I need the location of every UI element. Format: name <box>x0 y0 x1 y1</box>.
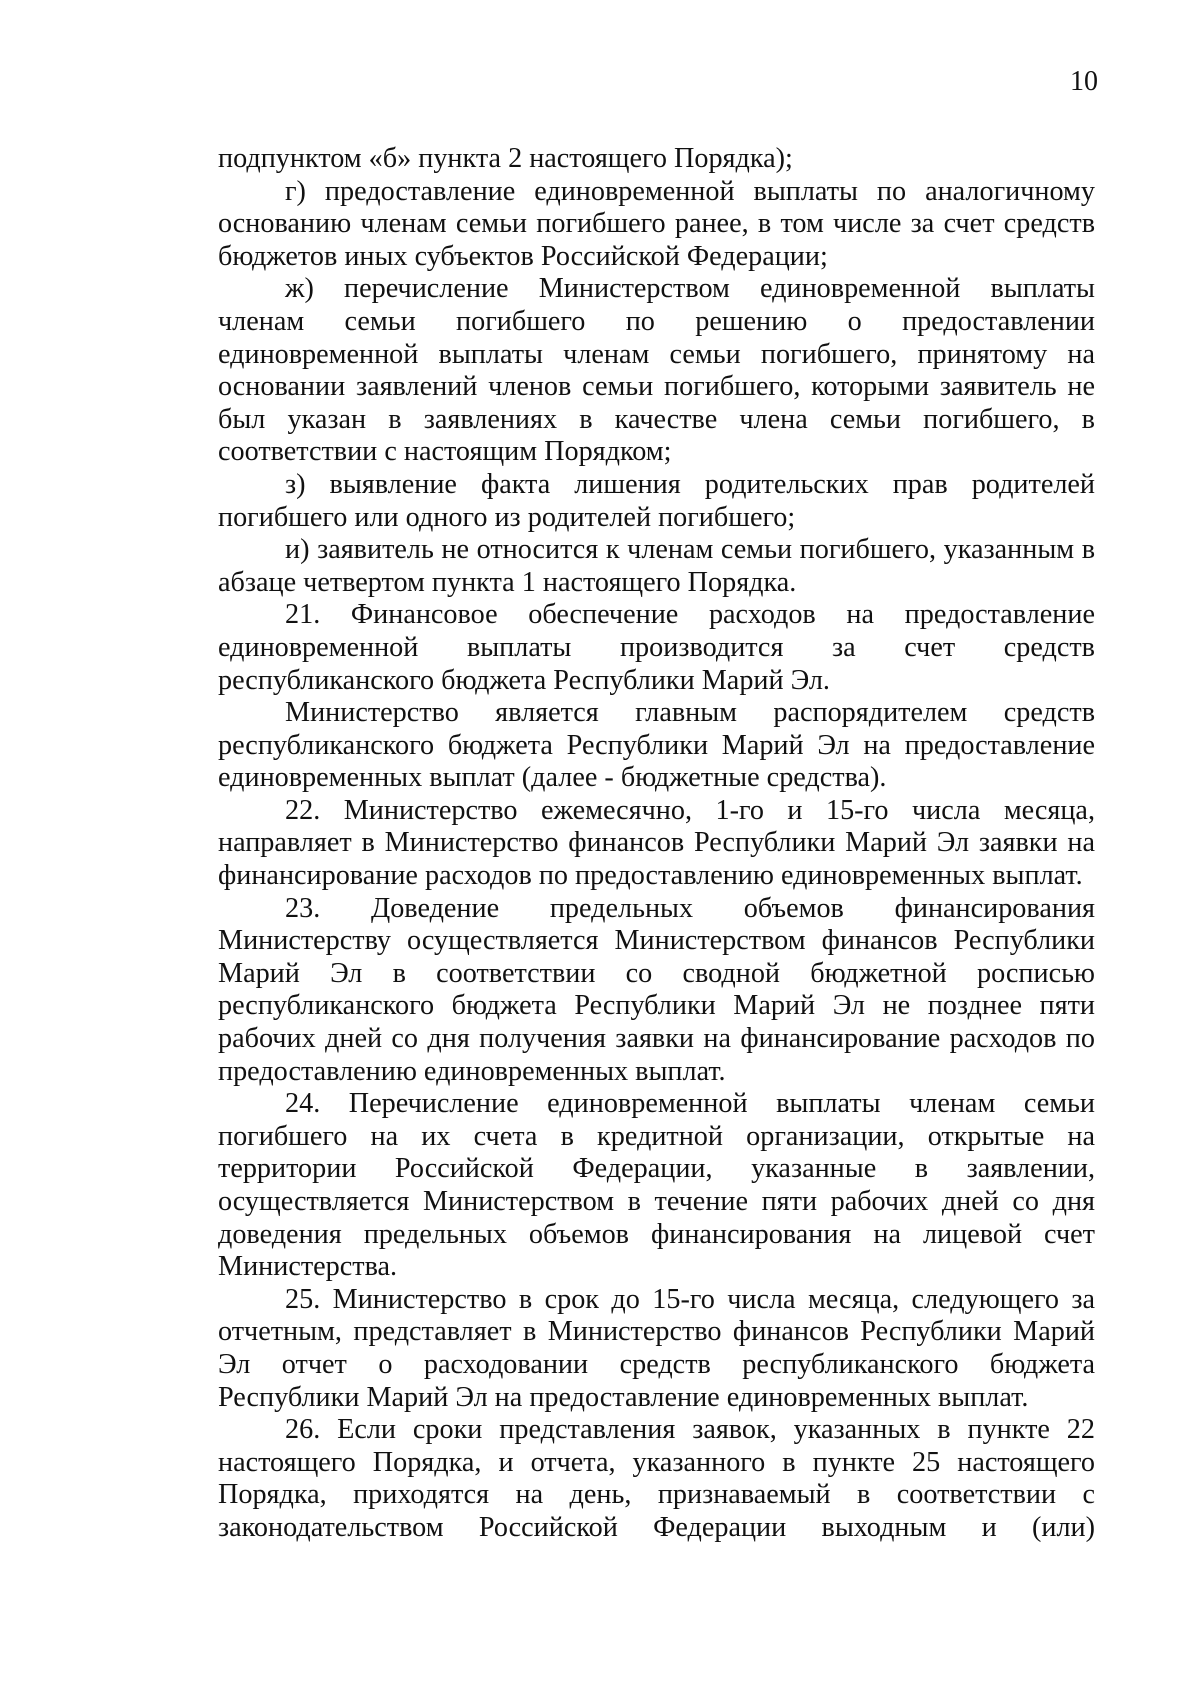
paragraph: 23. Доведение предельных объемов финансирования Министерству осуществляется Министерством финансов Республики Марий Эл в соответствии со сводной бюджетной росписью республиканского бюджета Республики Марий Эл не позднее пяти рабочих дней со дня получения заявки на финансирование расходов по предоставлению единовременных выплат. <box>218 892 1095 1087</box>
paragraph: подпунктом «б» пункта 2 настоящего Порядка); <box>218 143 793 174</box>
paragraph: з) выявление факта лишения родительских прав родителей погибшего или одного из родителей погибшего; <box>218 468 1095 533</box>
document-body <box>218 143 1095 1545</box>
paragraph: и) заявитель не относится к членам семьи погибшего, указанным в абзаце четвертом пункта 1 настоящего Порядка. <box>218 534 1095 598</box>
paragraph: 25. Министерство в срок до 15-го числа месяца, следующего за отчетным, представляет в Министерство финансов Республики Марий Эл отчет о расходовании средств республиканского бюджета Республики Марий Эл на предоставление единовременных выплат. <box>218 1283 1095 1413</box>
page-number: 10 <box>1070 66 1098 97</box>
paragraph: 21. Финансовое обеспечение расходов на предоставление единовременной выплаты производится за счет средств республиканского бюджета Республики Марий Эл. <box>218 599 1095 696</box>
paragraph: ж) перечисление Министерством единовременной выплаты членам семьи погибшего по решению о предоставлении единовременной выплаты членам семьи погибшего, принятому на основании заявлений членов семьи погибшего, которыми заявитель не был указан в заявлениях в качестве члена семьи погибшего, в соответствии с настоящим Порядком; <box>218 273 1095 468</box>
paragraph: Министерство является главным распорядителем средств республиканского бюджета Республики Марий Эл на предоставление единовременных выплат (далее - бюджетные средства). <box>218 697 1095 794</box>
paragraph: г) предоставление единовременной выплаты по аналогичному основанию членам семьи погибшего ранее, в том числе за счет средств бюджетов иных субъектов Российской Федерации; <box>218 175 1095 272</box>
paragraph: 22. Министерство ежемесячно, 1-го и 15-го числа месяца, направляет в Министерство финансов Республики Марий Эл заявки на финансирование расходов по предоставлению единовременных выплат. <box>218 794 1095 892</box>
paragraph: 26. Если сроки представления заявок, указанных в пункте 22 настоящего Порядка, и отчета, указанного в пункте 25 настоящего Порядка, приходятся на день, признаваемый в соответствии с законодательством Российской Федерации выходным и (или) <box>218 1414 1095 1543</box>
paragraph: 24. Перечисление единовременной выплаты членам семьи погибшего на их счета в кредитной организации, открытые на территории Российской Федерации, указанные в заявлении, осуществляется Министерством в течение пяти рабочих дней со дня доведения предельных объемов финансирования на лицевой счет Министерства. <box>218 1088 1095 1283</box>
